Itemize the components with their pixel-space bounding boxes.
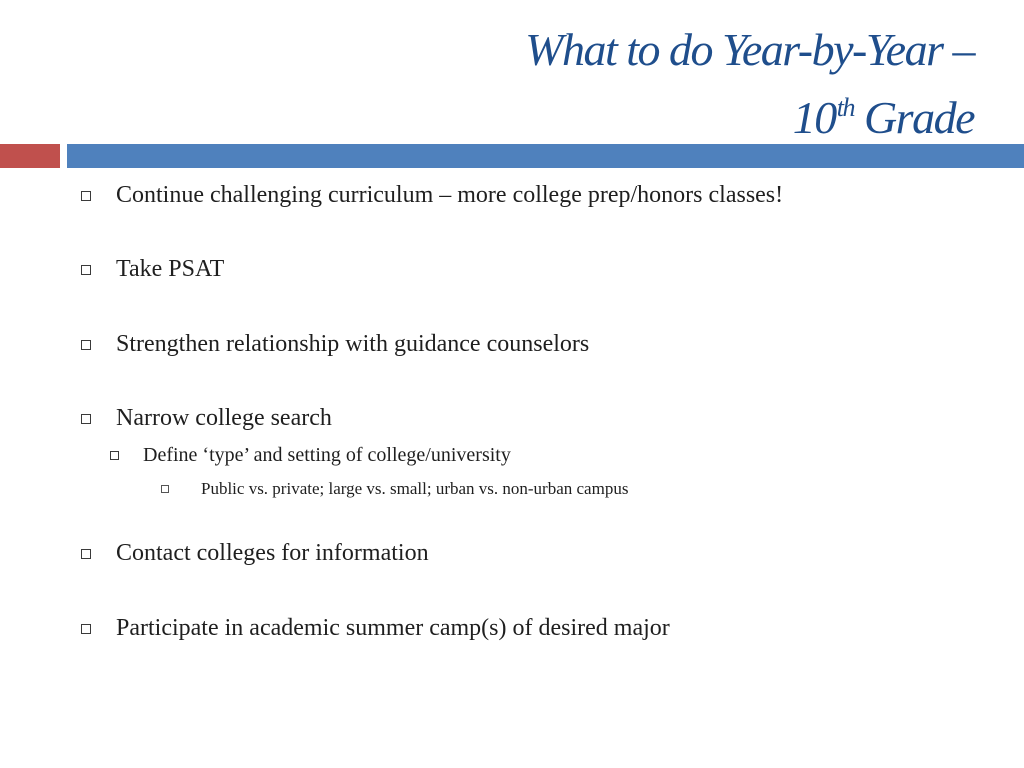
bullet-item xyxy=(80,182,783,209)
slide-title-line-1: What to do Year-by-Year – xyxy=(525,24,974,75)
sub-bullet-item xyxy=(110,444,511,467)
square-bullet-icon xyxy=(81,624,91,634)
square-bullet-icon xyxy=(81,414,91,424)
square-bullet-icon xyxy=(81,265,91,275)
title-ordinal-suffix: th xyxy=(836,93,854,123)
bullet-text: Strengthen relationship with guidance counselors xyxy=(116,331,590,357)
bullet-text: Continue challenging curriculum – more college prep/honors classes! xyxy=(116,182,784,208)
bullet-item xyxy=(80,256,224,283)
sub-sub-bullet-text: Public vs. private; large vs. small; urban vs. non-urban campus xyxy=(201,479,629,498)
bullet-item xyxy=(80,405,332,432)
square-bullet-icon xyxy=(81,191,91,201)
bullet-item xyxy=(80,615,670,642)
square-bullet-icon xyxy=(110,451,119,460)
square-bullet-icon xyxy=(161,485,169,493)
bullet-text: Participate in academic summer camp(s) of desired major xyxy=(116,615,670,641)
square-bullet-icon xyxy=(81,549,91,559)
bullet-text: Take PSAT xyxy=(116,256,225,282)
title-grade-label: Grade xyxy=(853,92,974,144)
sub-sub-bullet-item xyxy=(161,479,628,499)
bullet-text: Contact colleges for information xyxy=(116,540,429,566)
bullet-text: Narrow college search xyxy=(116,405,332,431)
bullet-item xyxy=(80,331,589,358)
square-bullet-icon xyxy=(81,340,91,350)
bullet-item xyxy=(80,540,429,567)
title-grade-number: 10 xyxy=(792,92,836,144)
sub-bullet-text: Define ‘type’ and setting of college/university xyxy=(143,444,511,466)
